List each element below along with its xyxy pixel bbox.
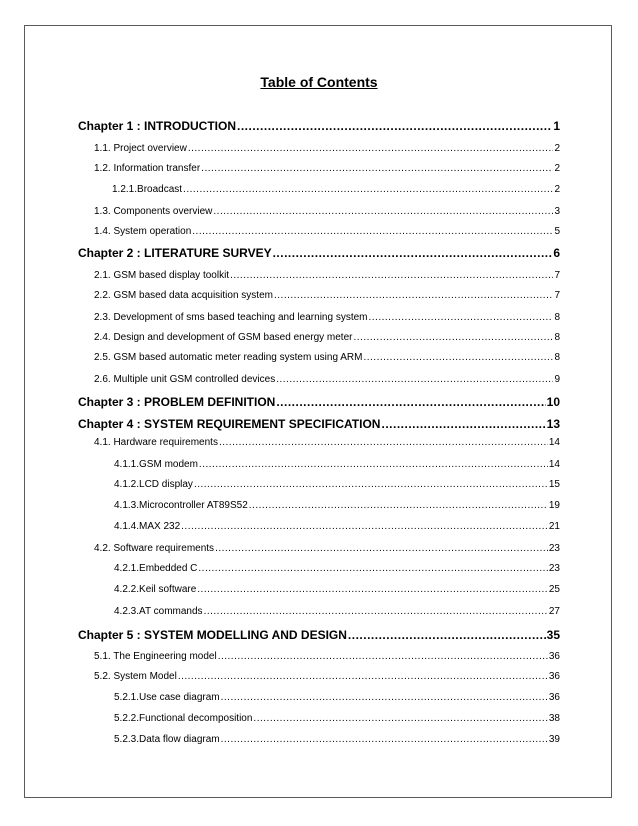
- toc-entry-label: 5.2.3.Data flow diagram: [114, 734, 220, 745]
- toc-entry-label: Chapter 2 : LITERATURE SURVEY: [78, 246, 272, 260]
- dot-leader: [219, 437, 548, 448]
- dot-leader: [199, 459, 548, 470]
- toc-entry-page-number: 7: [554, 290, 560, 301]
- dot-leader: [237, 119, 552, 133]
- dot-leader: [213, 206, 553, 217]
- toc-entry-label: 4.1.3.Microcontroller AT89S52: [114, 500, 248, 511]
- toc-entry-subsection[interactable]: [114, 734, 560, 745]
- toc-entry-chapter[interactable]: [78, 246, 560, 260]
- toc-entry-section[interactable]: [94, 290, 560, 301]
- toc-entry-chapter[interactable]: [78, 628, 560, 642]
- toc-entry-label: 1.1. Project overview: [94, 143, 187, 154]
- toc-entry-label: Chapter 5 : SYSTEM MODELLING AND DESIGN: [78, 628, 347, 642]
- toc-entry-section[interactable]: [94, 206, 560, 217]
- toc-entry-page-number: 1: [553, 119, 560, 133]
- toc-title: Table of Contents: [260, 74, 378, 90]
- toc-entry-section[interactable]: [94, 226, 560, 237]
- toc-entry-page-number: 9: [554, 374, 560, 385]
- toc-entry-label: 2.6. Multiple unit GSM controlled devices: [94, 374, 276, 385]
- toc-entry-page-number: 36: [548, 671, 560, 682]
- toc-entry-section[interactable]: [94, 143, 560, 154]
- toc-entry-label: 4.2.2.Keil software: [114, 584, 197, 595]
- dot-leader: [198, 563, 547, 574]
- toc-entry-label: 4.2. Software requirements: [94, 543, 215, 554]
- toc-entry-page-number: 3: [554, 206, 560, 217]
- dot-leader: [221, 692, 548, 703]
- toc-entry-page-number: 14: [548, 459, 560, 470]
- toc-entry-label: 2.5. GSM based automatic meter reading system using ARM: [94, 352, 363, 363]
- toc-entry-label: 5.2.2.Functional decomposition: [114, 713, 253, 724]
- toc-entry-label: 5.1. The Engineering model: [94, 651, 217, 662]
- toc-entry-page-number: 7: [554, 270, 560, 281]
- toc-entry-page-number: 36: [548, 692, 560, 703]
- dot-leader: [221, 734, 548, 745]
- toc-entry-section[interactable]: [94, 543, 560, 554]
- toc-entry-label: 4.1. Hardware requirements: [94, 437, 218, 448]
- toc-entry-page-number: 8: [554, 332, 560, 343]
- dot-leader: [381, 417, 545, 431]
- toc-entry-label: 2.4. Design and development of GSM based energy meter: [94, 332, 353, 343]
- toc-entry-section[interactable]: [94, 352, 560, 363]
- toc-entry-section[interactable]: [94, 270, 560, 281]
- toc-entry-section[interactable]: [94, 312, 560, 323]
- toc-entry-section[interactable]: [94, 651, 560, 662]
- dot-leader: [218, 651, 548, 662]
- dot-leader: [276, 374, 553, 385]
- dot-leader: [201, 163, 553, 174]
- dot-leader: [194, 479, 548, 490]
- toc-entry-page-number: 19: [548, 500, 560, 511]
- toc-entry-page-number: 14: [548, 437, 560, 448]
- toc-entry-page-number: 8: [554, 312, 560, 323]
- toc-entry-page-number: 35: [546, 628, 560, 642]
- toc-entry-chapter[interactable]: [78, 119, 560, 133]
- toc-entry-subsection[interactable]: [114, 563, 560, 574]
- toc-entry-subsection[interactable]: [114, 606, 560, 617]
- toc-entry-page-number: 23: [548, 563, 560, 574]
- toc-entry-page-number: 38: [548, 713, 560, 724]
- dot-leader: [188, 143, 554, 154]
- dot-leader: [249, 500, 548, 511]
- toc-entry-page-number: 23: [548, 543, 560, 554]
- toc-entry-page-number: 39: [548, 734, 560, 745]
- toc-entry-subsection[interactable]: [114, 459, 560, 470]
- dot-leader: [181, 521, 548, 532]
- toc-entry-page-number: 25: [548, 584, 560, 595]
- page-border: [24, 25, 612, 798]
- toc-entry-subsection[interactable]: [114, 521, 560, 532]
- toc-entry-subsection[interactable]: [114, 713, 560, 724]
- toc-entry-page-number: 15: [548, 479, 560, 490]
- toc-entry-page-number: 36: [548, 651, 560, 662]
- toc-entry-section[interactable]: [94, 671, 560, 682]
- toc-entry-page-number: 2: [554, 163, 560, 174]
- toc-entry-section[interactable]: [94, 437, 560, 448]
- toc-entry-label: 2.1. GSM based display toolkit: [94, 270, 230, 281]
- toc-entry-label: 1.2.1.Broadcast: [112, 184, 183, 195]
- dot-leader: [230, 270, 553, 281]
- toc-entry-section[interactable]: [94, 374, 560, 385]
- toc-entry-label: 1.4. System operation: [94, 226, 192, 237]
- dot-leader: [204, 606, 548, 617]
- dot-leader: [183, 184, 553, 195]
- toc-entry-page-number: 6: [553, 246, 560, 260]
- toc-entry-label: 1.3. Components overview: [94, 206, 213, 217]
- toc-entry-subsection[interactable]: [114, 479, 560, 490]
- toc-entry-section[interactable]: [94, 332, 560, 343]
- dot-leader: [178, 671, 548, 682]
- dot-leader: [273, 246, 553, 260]
- dot-leader: [363, 352, 553, 363]
- toc-entry-page-number: 2: [554, 184, 560, 195]
- toc-entry-page-number: 8: [554, 352, 560, 363]
- toc-entry-section[interactable]: [94, 163, 560, 174]
- toc-entry-page-number: 13: [546, 417, 560, 431]
- toc-entry-subsection[interactable]: [114, 692, 560, 703]
- toc-entry-label: 4.2.3.AT commands: [114, 606, 203, 617]
- toc-entry-page-number: 21: [548, 521, 560, 532]
- toc-entry-label: 4.1.2.LCD display: [114, 479, 193, 490]
- toc-entry-label: 5.2.1.Use case diagram: [114, 692, 220, 703]
- dot-leader: [276, 395, 545, 409]
- dot-leader: [274, 290, 553, 301]
- toc-entry-page-number: 2: [554, 143, 560, 154]
- toc-entry-chapter[interactable]: [78, 417, 560, 431]
- dot-leader: [353, 332, 553, 343]
- dot-leader: [192, 226, 553, 237]
- dot-leader: [369, 312, 554, 323]
- toc-entry-label: 4.1.1.GSM modem: [114, 459, 198, 470]
- toc-entry-label: 4.1.4.MAX 232: [114, 521, 181, 532]
- toc-entry-subsection[interactable]: [114, 584, 560, 595]
- toc-entry-page-number: 5: [554, 226, 560, 237]
- toc-entry-label: 4.2.1.Embedded C: [114, 563, 198, 574]
- toc-entry-label: Chapter 4 : SYSTEM REQUIREMENT SPECIFICATION: [78, 417, 381, 431]
- toc-entry-label: 5.2. System Model: [94, 671, 177, 682]
- toc-entry-label: 1.2. Information transfer: [94, 163, 201, 174]
- toc-entry-subsection[interactable]: [112, 184, 560, 195]
- toc-entry-chapter[interactable]: [78, 395, 560, 409]
- toc-entry-subsection[interactable]: [114, 500, 560, 511]
- toc-entry-label: Chapter 1 : INTRODUCTION: [78, 119, 237, 133]
- dot-leader: [215, 543, 548, 554]
- toc-entry-page-number: 10: [546, 395, 560, 409]
- dot-leader: [197, 584, 548, 595]
- toc-entry-label: Chapter 3 : PROBLEM DEFINITION: [78, 395, 276, 409]
- toc-entry-page-number: 27: [548, 606, 560, 617]
- toc-entry-label: 2.3. Development of sms based teaching and learning system: [94, 312, 368, 323]
- dot-leader: [253, 713, 547, 724]
- toc-entry-label: 2.2. GSM based data acquisition system: [94, 290, 273, 301]
- dot-leader: [348, 628, 546, 642]
